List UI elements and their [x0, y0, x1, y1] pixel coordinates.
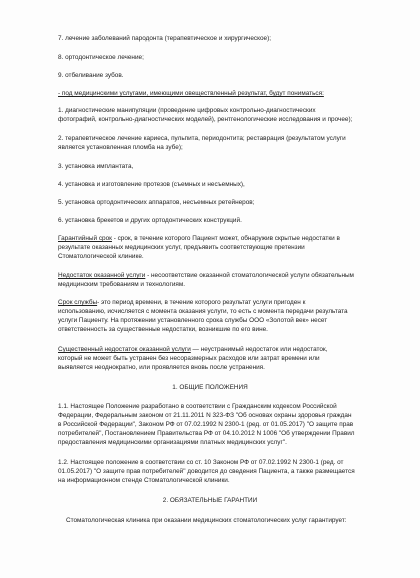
definition-term: Гарантийный срок: [58, 235, 112, 242]
section-title: 2. ОБЯЗАТЕЛЬНЫЕ ГАРАНТИИ: [162, 497, 258, 504]
definition-text: - несоответствие оказанной стоматологической услуги обязательным: [145, 272, 354, 279]
definition-text: результате оказанных медицинских услуг, предъявить соответствующие претензии: [58, 244, 305, 251]
definition-text: ответственность за существенные недостатки, возникшие по его вине.: [58, 326, 268, 333]
definition-warranty-term: [58, 234, 388, 243]
list-item: 5. установка ортодонтических аппаратов, несъемных ретейнеров;: [58, 199, 255, 206]
paragraph-line: в Российской Федерации", Законом РФ от 07.02.1992 N 2300-1 (ред. от 01.05.2017) "О защите прав: [58, 421, 354, 428]
definition-text: услуги Пациенту. На протяжении установленного срока службы ООО «Золотой век» несет: [58, 317, 328, 324]
definition-text: медицинским требованиям и технологиям.: [58, 281, 186, 288]
definition-term: Существенный недостаток оказанной услуги: [58, 346, 191, 353]
list-item: 8. ортодонтическое лечение;: [58, 54, 144, 61]
paragraph-line: 1.2. Настоящее положение в соответствии со ст. 10 Законом РФ от 07.02.1992 N 2300-1 (ред. от: [58, 459, 344, 466]
definition-term: Срок службы: [58, 299, 98, 306]
paragraph-line: 01.05.2017) "О защите прав потребителей" доводится до сведения Пациента, а также размещается: [58, 468, 355, 475]
definition-term: Недостаток оказанной услуги: [58, 272, 146, 279]
paragraph-line: Федерации, Федеральным законом от 21.11.2011 N 323-ФЗ "Об основах охраны здоровья граждан: [58, 412, 352, 419]
paragraph-line: Стоматологическая клиника при оказании медицинских стоматологических услуг гарантирует:: [66, 517, 347, 524]
paragraph-line: 1.1. Настоящее Положение разработано в соответствии с Гражданским кодексом Российской: [58, 403, 337, 410]
result-services-heading: - под медицинскими услугами, имеющими овеществленный результат, будут пониматься:: [58, 90, 324, 97]
list-item: 9. отбеливание зубов.: [58, 72, 124, 79]
paragraph-line: на информационном стенде Стоматологической клиники.: [58, 477, 230, 484]
paragraph-line: предоставления медицинскими организациями платных медицинских услуг".: [58, 439, 287, 446]
list-item: 7. лечение заболеваний пародонта (терапевтическое и хирургическое);: [58, 35, 272, 42]
list-item: 1. диагностические манипуляции (проведение цифровых контрольно-диагностических: [58, 107, 316, 114]
list-item-cont: фотографий, контрольно-диагностических моделей), рентгенологические исследования и прочее);: [58, 116, 353, 123]
list-item: 4. установка и изготовление протезов (съемных и несъемных),: [58, 181, 245, 188]
definition-text: - срок, в течение которого Пациент может, обнаружив скрытые недостатки в: [111, 235, 340, 242]
definition-text: выявляется неоднократно, или проявляется вновь после устранения.: [58, 364, 265, 371]
definition-text: - это период времени, в течение которого результат услуги пригоден к: [97, 299, 306, 306]
definition-text: — неустранимый недостаток или недостаток,: [190, 346, 328, 353]
list-item-cont: является установленная пломба на зубе);: [58, 144, 183, 151]
definition-material-defect: [58, 345, 388, 354]
paragraph-line: потребителей", Постановлением Правительства РФ от 04.10.2012 N 1006 "Об утверждении Правил: [58, 430, 355, 437]
definition-text: который не может быть устранен без несоразмерных расходов или затрат времени или: [58, 355, 320, 362]
section-title: 1. ОБЩИЕ ПОЛОЖЕНИЯ: [172, 384, 248, 391]
definition-defect: [58, 271, 388, 280]
list-item: 2. терапевтическое лечение кариеса, пульпита, периодонтита; реставрация (результатом услуги: [58, 135, 346, 142]
definition-service-life: [58, 298, 388, 307]
list-item: 6. установка брекетов и других ортодонтических конструкций.: [58, 217, 242, 224]
list-item: 3. установка имплантата,: [58, 163, 134, 170]
definition-text: Стоматологической клинике.: [58, 253, 144, 260]
definition-text: использованию, исчисляется с момента оказания услуги, то есть с момента передачи результата: [58, 308, 348, 315]
